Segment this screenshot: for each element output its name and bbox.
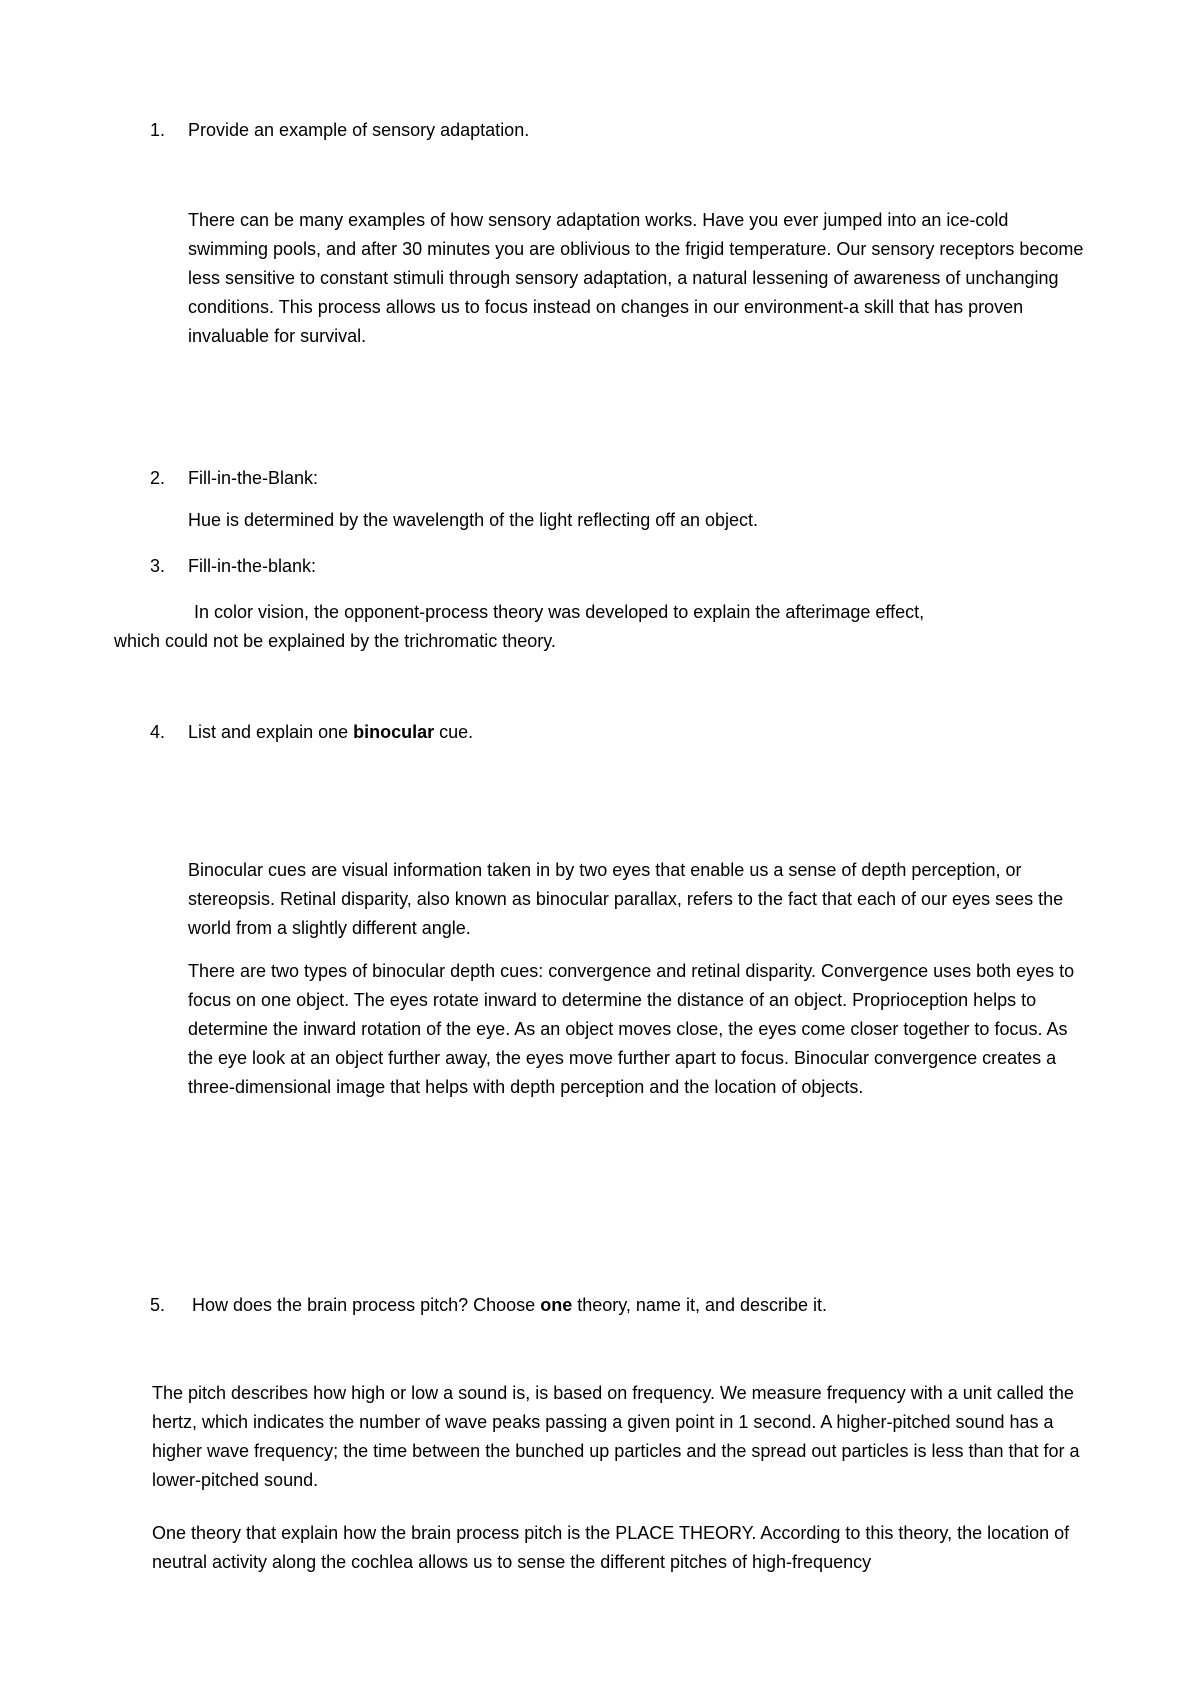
- question-number: 3.: [150, 556, 166, 576]
- question-text-part: List and explain one: [188, 722, 354, 742]
- question-number: 4.: [150, 722, 166, 742]
- question-text: [188, 718, 473, 747]
- question-text: Provide an example of sensory adaptation.: [188, 120, 530, 140]
- question-text-part: theory, name it, and describe it.: [572, 1295, 828, 1315]
- question-number: 5.: [150, 1295, 166, 1315]
- answer-4-paragraph-2: There are two types of binocular depth cues: convergence and retinal disparity. Convergence uses both eyes to focus on one object. The eyes rotate inward to determine the distance of an object. Proprioception helps to determine the inward rotation of the eye. As an object moves close, the eyes come closer together to focus. As the eye look at an object further away, the eyes move further apart to focus. Binocular convergence creates a three-dimensional image that helps with depth perception and the location of objects.: [188, 961, 1075, 1097]
- answer-5-paragraph-1: The pitch describes how high or low a sound is, is based on frequency. We measure frequency with a unit called the hertz, which indicates the number of wave peaks passing a given point in 1 second. A higher-pitched sound has a higher wave frequency; the time between the bunched up particles and the spread out particles is less than that for a lower-pitched sound.: [152, 1383, 1080, 1490]
- question-number: 1.: [150, 120, 166, 140]
- answer-4-paragraph-1: Binocular cues are visual information taken in by two eyes that enable us a sense of depth perception, or stereopsis. Retinal disparity, also known as binocular parallax, refers to the fact that each of our eyes sees the world from a slightly different angle.: [188, 860, 1064, 938]
- answer-2: Hue is determined by the wavelength of the light reflecting off an object.: [188, 510, 759, 530]
- question-text: [192, 1291, 827, 1320]
- question-text-part: How does the brain process pitch? Choose: [192, 1295, 541, 1315]
- answer-3-line-1: In color vision, the opponent-process theory was developed to explain the afterimage effect,: [194, 602, 925, 622]
- question-text: Fill-in-the-Blank:: [188, 468, 319, 488]
- answer-1: There can be many examples of how sensory adaptation works. Have you ever jumped into an ice-cold swimming pools, and after 30 minutes you are oblivious to the frigid temperature. Our sensory receptors become less sensitive to constant stimuli through sensory adaptation, a natural lessening of awareness of unchanging conditions. This process allows us to focus instead on changes in our environment-a skill that has proven invaluable for survival.: [188, 210, 1084, 346]
- question-text-emphasis: one: [540, 1295, 573, 1315]
- answer-5-paragraph-2: One theory that explain how the brain process pitch is the PLACE THEORY. According to this theory, the location of neutral activity along the cochlea allows us to sense the different pitches of high-frequency: [152, 1523, 1070, 1572]
- answer-3-line-2: which could not be explained by the trichromatic theory.: [114, 631, 556, 651]
- question-text-part: cue.: [434, 722, 474, 742]
- question-text: Fill-in-the-blank:: [188, 556, 317, 576]
- question-text-emphasis: binocular: [353, 722, 435, 742]
- question-number: 2.: [150, 468, 166, 488]
